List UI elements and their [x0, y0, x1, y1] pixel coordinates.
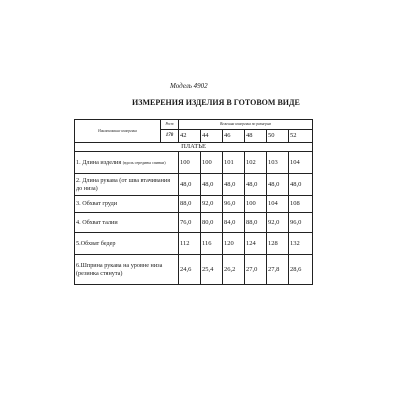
- table-cell: 128: [267, 233, 289, 255]
- table-row: [75, 255, 313, 285]
- header-rost-value: 170: [161, 130, 179, 143]
- table-cell: 88,0: [245, 213, 267, 233]
- row-label: 5.Обхват бедер: [75, 233, 179, 255]
- section-title: ПЛАТЬЕ: [75, 143, 313, 152]
- row-label-text: 1. Длина изделия: [76, 158, 122, 166]
- table-cell: 100: [245, 196, 267, 213]
- table-row: [75, 233, 313, 255]
- table-cell: 112: [179, 233, 201, 255]
- table-cell: 104: [289, 152, 313, 174]
- table-cell: 96,0: [223, 196, 245, 213]
- table-cell: 48,0: [289, 174, 313, 196]
- table-row: [75, 213, 313, 233]
- table-cell: 28,6: [289, 255, 313, 285]
- row-label: 6.Шприна рукава на уровне низа (резинка стянута): [75, 255, 179, 285]
- table-cell: 27,0: [245, 255, 267, 285]
- size-header: 44: [201, 130, 223, 143]
- table-cell: 24,6: [179, 255, 201, 285]
- measurements-table: [74, 119, 313, 285]
- table-cell: 26,2: [223, 255, 245, 285]
- table-cell: 88,0: [179, 196, 201, 213]
- table-cell: 108: [289, 196, 313, 213]
- table-cell: 124: [245, 233, 267, 255]
- table-cell: 48,0: [201, 174, 223, 196]
- table-row: [75, 196, 313, 213]
- row-label-note: (вдоль середины спинки): [122, 159, 166, 165]
- table-cell: 92,0: [267, 213, 289, 233]
- table-cell: 100: [201, 152, 223, 174]
- table-cell: 48,0: [245, 174, 267, 196]
- table-cell: 103: [267, 152, 289, 174]
- header-size-values-label: Величина измерения по размерам: [179, 120, 313, 130]
- table-cell: 96,0: [289, 213, 313, 233]
- table-cell: 120: [223, 233, 245, 255]
- table-row: [75, 174, 313, 196]
- model-label: Модель 4902: [170, 82, 208, 90]
- table-cell: 76,0: [179, 213, 201, 233]
- size-header: 48: [245, 130, 267, 143]
- table-cell: 48,0: [267, 174, 289, 196]
- header-rost-label: Рост: [161, 120, 179, 130]
- row-label: 4. Обхват талии: [75, 213, 179, 233]
- row-label: 3. Обхват груди: [75, 196, 179, 213]
- table-cell: 101: [223, 152, 245, 174]
- header-measurement-name: Наименование измерения: [75, 120, 161, 143]
- table-cell: 80,0: [201, 213, 223, 233]
- row-label: 2. Длина рукава (от шва втачивания до низа): [75, 174, 179, 196]
- table-cell: 48,0: [223, 174, 245, 196]
- size-header: 46: [223, 130, 245, 143]
- row-label: [75, 152, 179, 174]
- table-cell: 102: [245, 152, 267, 174]
- document-title: ИЗМЕРЕНИЯ ИЗДЕЛИЯ В ГОТОВОМ ВИДЕ: [132, 98, 300, 107]
- table-cell: 48,0: [179, 174, 201, 196]
- table-cell: 25,4: [201, 255, 223, 285]
- table-cell: 100: [179, 152, 201, 174]
- table-cell: 27,8: [267, 255, 289, 285]
- size-header: 42: [179, 130, 201, 143]
- table-cell: 92,0: [201, 196, 223, 213]
- table-cell: 104: [267, 196, 289, 213]
- size-header: 52: [289, 130, 313, 143]
- table-cell: 116: [201, 233, 223, 255]
- table-cell: 132: [289, 233, 313, 255]
- table-row: [75, 152, 313, 174]
- table-cell: 84,0: [223, 213, 245, 233]
- size-header: 50: [267, 130, 289, 143]
